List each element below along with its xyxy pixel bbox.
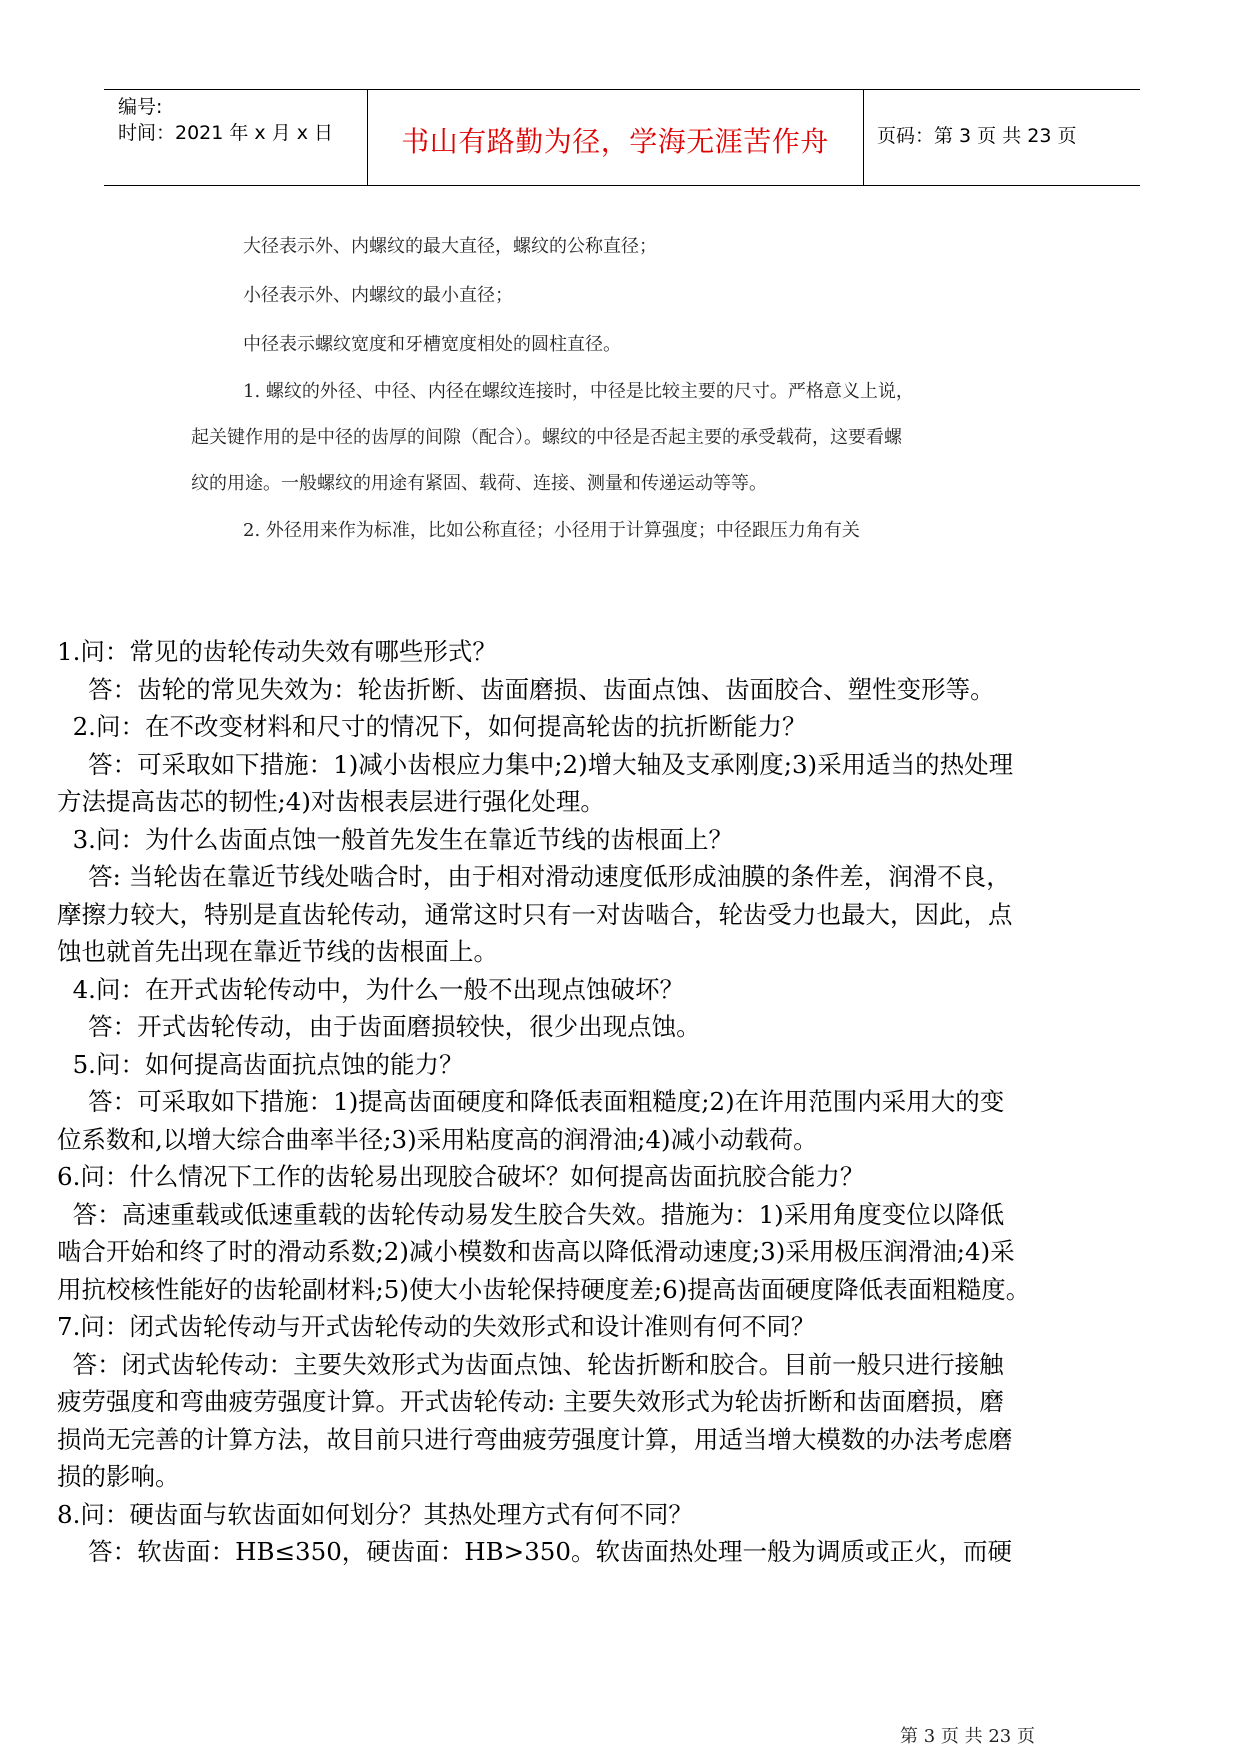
intro-line: 1. 螺纹的外径、中径、内径在螺纹连接时，中径是比较主要的尺寸。严格意义上说，: [243, 381, 914, 402]
header-slogan: 书山有路勤为径，学海无涯苦作舟: [401, 125, 829, 158]
qa-line: 摩擦力较大，特别是直齿轮传动，通常这时只有一对齿啮合，轮齿受力也最大，因此，点: [57, 899, 1013, 929]
page-footer: 第 3 页 共 23 页: [900, 1726, 1035, 1747]
qa-line: 答: 当轮齿在靠近节线处啮合时，由于相对滑动速度低形成油膜的条件差，润滑不良，: [57, 862, 1011, 891]
qa-line: 啮合开始和终了时的滑动系数;2)减小模数和齿高以降低滑动速度;3)采用极压润滑油;4)采: [57, 1237, 1015, 1266]
qa-line: 蚀也就首先出现在靠近节线的齿根面上。: [57, 937, 498, 966]
qa-line: 5.问：如何提高齿面抗点蚀的能力？: [57, 1049, 464, 1079]
qa-line: 位系数和,以增大综合曲率半径;3)采用粘度高的润滑油;4)减小动载荷。: [57, 1124, 818, 1154]
qa-line: 答：可采取如下措施：1)减小齿根应力集中;2)增大轴及支承刚度;3)采用适当的热处理: [57, 749, 1014, 779]
qa-line: 答：软齿面：HB≤350，硬齿面：HB>350。软齿面热处理一般为调质或正火，而硬: [57, 1537, 1012, 1566]
qa-line: 7.问：闭式齿轮传动与开式齿轮传动的失效形式和设计准则有何不同？: [57, 1312, 816, 1341]
qa-line: 损尚无完善的计算方法，故目前只进行弯曲疲劳强度计算，用适当增大模数的办法考虑磨: [57, 1424, 1013, 1454]
intro-line: 大径表示外、内螺纹的最大直径，螺纹的公称直径；: [243, 236, 657, 257]
qa-line: 疲劳强度和弯曲疲劳强度计算。开式齿轮传动: 主要失效形式为轮齿折断和齿面磨损，磨: [57, 1387, 1005, 1416]
intro-line: 中径表示螺纹宽度和牙槽宽度相处的圆柱直径。: [243, 334, 621, 355]
document-number-label: 编号:: [118, 96, 163, 118]
qa-line: 答：高速重载或低速重载的齿轮传动易发生胶合失效。措施为：1)采用角度变位以降低: [57, 1199, 1005, 1229]
qa-line: 答：闭式齿轮传动：主要失效形式为齿面点蚀、轮齿折断和胶合。目前一般只进行接触: [57, 1349, 1004, 1379]
intro-line: 纹的用途。一般螺纹的用途有紧固、载荷、连接、测量和传递运动等等。: [191, 473, 767, 494]
qa-line: 2.问：在不改变材料和尺寸的情况下，如何提高轮齿的抗折断能力？: [57, 712, 807, 741]
qa-line: 答：可采取如下措施：1)提高齿面硬度和降低表面粗糙度;2)在许用范围内采用大的变: [57, 1087, 1005, 1116]
header-meta-cell: [104, 90, 368, 185]
qa-line: 答：开式齿轮传动，由于齿面磨损较快，很少出现点蚀。: [57, 1012, 701, 1041]
qa-line: 6.问：什么情况下工作的齿轮易出现胶合破坏？如何提高齿面抗胶合能力？: [57, 1162, 865, 1191]
qa-line: 8.问：硬齿面与软齿面如何划分？其热处理方式有何不同？: [57, 1499, 693, 1529]
qa-line: 用抗校核性能好的齿轮副材料;5)使大小齿轮保持硬度差;6)提高齿面硬度降低表面粗糙度。: [57, 1274, 1031, 1304]
qa-line: 损的影响。: [57, 1462, 180, 1491]
intro-line: 小径表示外、内螺纹的最小直径；: [243, 285, 513, 306]
qa-line: 3.问：为什么齿面点蚀一般首先发生在靠近节线的齿根面上？: [57, 824, 733, 854]
intro-line: 起关键作用的是中径的齿厚的间隙（配合）。螺纹的中径是否起主要的承受载荷，这要看螺: [191, 427, 902, 448]
document-header: [104, 89, 1140, 186]
document-time-label: 时间：2021 年 x 月 x 日: [118, 122, 334, 144]
qa-section: [57, 633, 1187, 1571]
header-page-number: 页码：第 3 页 共 23 页: [877, 125, 1077, 147]
qa-line: 方法提高齿芯的韧性;4)对齿根表层进行强化处理。: [57, 787, 605, 816]
qa-line: 答：齿轮的常见失效为：轮齿折断、齿面磨损、齿面点蚀、齿面胶合、塑性变形等。: [57, 674, 995, 704]
intro-line: 2. 外径用来作为标准，比如公称直径；小径用于计算强度；中径跟压力角有关: [243, 520, 860, 541]
qa-line: 4.问：在开式齿轮传动中，为什么一般不出现点蚀破坏？: [57, 974, 684, 1004]
header-slogan-cell: [367, 90, 864, 185]
header-page-cell: [863, 90, 1140, 185]
qa-line: 1.问：常见的齿轮传动失效有哪些形式？: [57, 637, 497, 666]
